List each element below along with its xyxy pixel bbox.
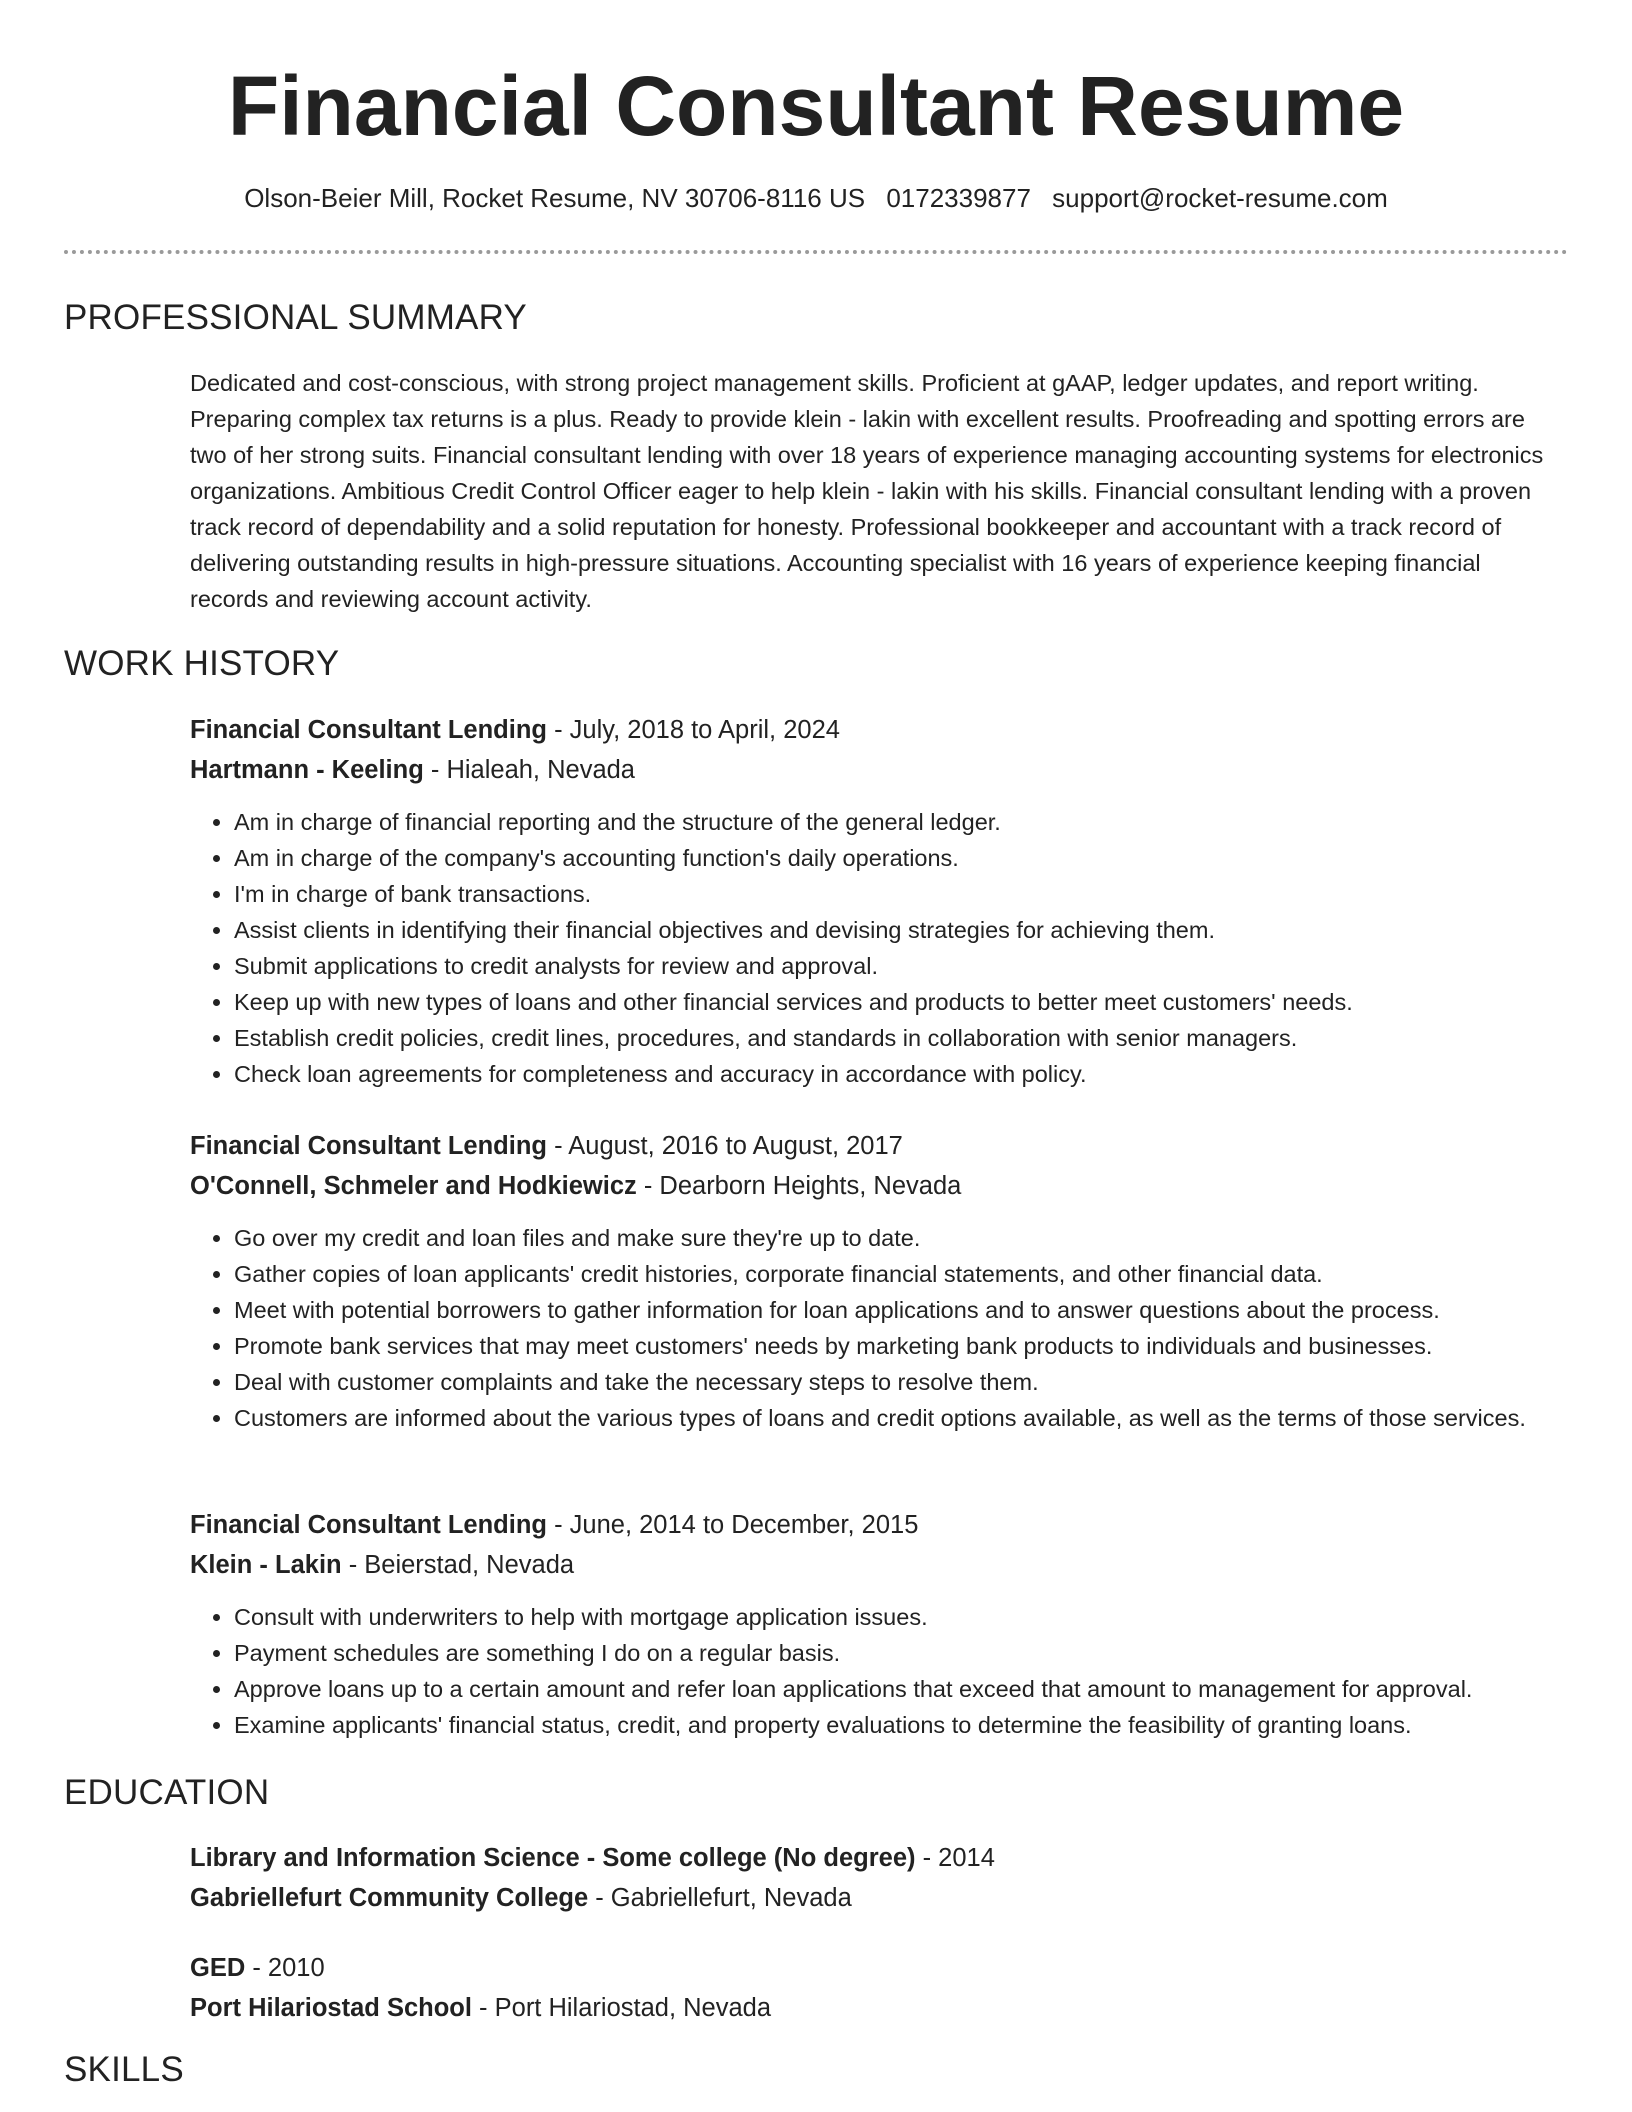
job-duty: • Assist clients in identifying their financial objectives and devising strategies for achieving them. [234,912,1560,948]
job-duty: • Examine applicants' financial status, credit, and property evaluations to determine the feasibility of granting loans. [234,1707,1560,1743]
job-duties-list [190,804,1560,1092]
job-title-line [190,710,1560,750]
education-school: Gabriellefurt Community College [190,1884,589,1912]
job-title: Financial Consultant Lending [190,716,547,744]
education-year: - 2010 [245,1954,325,1982]
job-duty: • Payment schedules are something I do on a regular basis. [234,1635,1560,1671]
job-duty: • Customers are informed about the various types of loans and credit options available, as well as the terms of those services. [234,1400,1560,1436]
job-duty: • Approve loans up to a certain amount and refer loan applications that exceed that amount to management for approval. [234,1671,1560,1707]
job-duties-list [190,1220,1560,1436]
job-dates: - July, 2018 to April, 2024 [547,716,840,744]
job-location: - Beierstad, Nevada [341,1551,575,1579]
job-duty: • Am in charge of the company's accounting function's daily operations. [234,840,1560,876]
education-degree-line [190,1838,1560,1878]
resume-page [64,0,1568,2089]
job-duty: • Deal with customer complaints and take the necessary steps to resolve them. [234,1364,1560,1400]
education-school: Port Hilariostad School [190,1994,472,2022]
education-school-line [190,1878,1560,1918]
education-school-line [190,1988,1560,2028]
job-entry [190,710,1560,1092]
education-entry [190,1838,1560,1918]
job-location: - Dearborn Heights, Nevada [636,1172,962,1200]
education-degree: Library and Information Science - Some college (No degree) [190,1844,916,1872]
job-entry [190,1126,1560,1436]
job-company-line [190,1545,1560,1585]
job-duty: • Establish credit policies, credit lines, procedures, and standards in collaboration with senior managers. [234,1020,1560,1056]
job-company-line [190,1166,1560,1206]
section-heading-skills: SKILLS [64,2050,184,2089]
summary-section [190,365,1560,617]
section-heading-summary: PROFESSIONAL SUMMARY [64,298,527,337]
job-title-line [190,1505,1560,1545]
section-heading-work-history: WORK HISTORY [64,644,340,683]
job-title: Financial Consultant Lending [190,1132,547,1160]
job-duty: • Check loan agreements for completeness and accuracy in accordance with policy. [234,1056,1560,1092]
education-location: - Port Hilariostad, Nevada [471,1994,772,2022]
education-degree-line [190,1948,1560,1988]
education-year: - 2014 [915,1844,995,1872]
education-entry [190,1948,1560,2028]
job-entry [190,1505,1560,1743]
contact-phone[interactable]: 0172339877 [886,183,1031,213]
job-duty: • Consult with underwriters to help with mortgage application issues. [234,1599,1560,1635]
job-duty: • Go over my credit and loan files and make sure they're up to date. [234,1220,1560,1256]
job-duty: • Meet with potential borrowers to gather information for loan applications and to answer questions about the process. [234,1292,1560,1328]
job-dates: - June, 2014 to December, 2015 [547,1511,919,1539]
contact-line [64,182,1568,214]
job-duty: • Submit applications to credit analysts for review and approval. [234,948,1560,984]
contact-email[interactable]: support@rocket-resume.com [1052,183,1388,213]
job-duty: • Gather copies of loan applicants' credit histories, corporate financial statements, and other financial data. [234,1256,1560,1292]
job-location: - Hialeah, Nevada [423,756,635,784]
section-heading-education: EDUCATION [64,1773,270,1812]
job-company: Klein - Lakin [190,1551,342,1579]
job-duty: • Promote bank services that may meet customers' needs by marketing bank products to individuals and businesses. [234,1328,1560,1364]
job-duty: • I'm in charge of bank transactions. [234,876,1560,912]
education-location: - Gabriellefurt, Nevada [588,1884,852,1912]
job-title-line [190,1126,1560,1166]
summary-text: Dedicated and cost-conscious, with strong project management skills. Proficient at gAAP, ledger updates, and report writing. Preparing complex tax returns is a plus. Ready to provide klein - lakin with excellent results. Proofreading and spotting errors are two of her strong suits. Financial consultant lending with over 18 years of experience managing accounting systems for electronics organizations. Ambitious Credit Control Officer eager to help klein - lakin with his skills. Financial consultant lending with a proven track record of dependability and a solid reputation for honesty. Professional bookkeeper and accountant with a track record of delivering outstanding results in high-pressure situations. Accounting specialist with 16 years of experience keeping financial records and reviewing account activity. [190,370,1544,612]
contact-address: Olson-Beier Mill, Rocket Resume, NV 30706-8116 US [244,183,866,213]
job-duty: • Keep up with new types of loans and other financial services and products to better meet customers' needs. [234,984,1560,1020]
job-title: Financial Consultant Lending [190,1511,547,1539]
job-dates: - August, 2016 to August, 2017 [547,1132,903,1160]
header-divider [64,250,1568,254]
job-company-line [190,750,1560,790]
job-duty: • Am in charge of financial reporting and the structure of the general ledger. [234,804,1560,840]
education-degree: GED [190,1954,246,1982]
job-duties-list [190,1599,1560,1743]
resume-title: Financial Consultant Resume [227,59,1405,153]
job-company: Hartmann - Keeling [190,756,424,784]
job-company: O'Connell, Schmeler and Hodkiewicz [190,1172,637,1200]
